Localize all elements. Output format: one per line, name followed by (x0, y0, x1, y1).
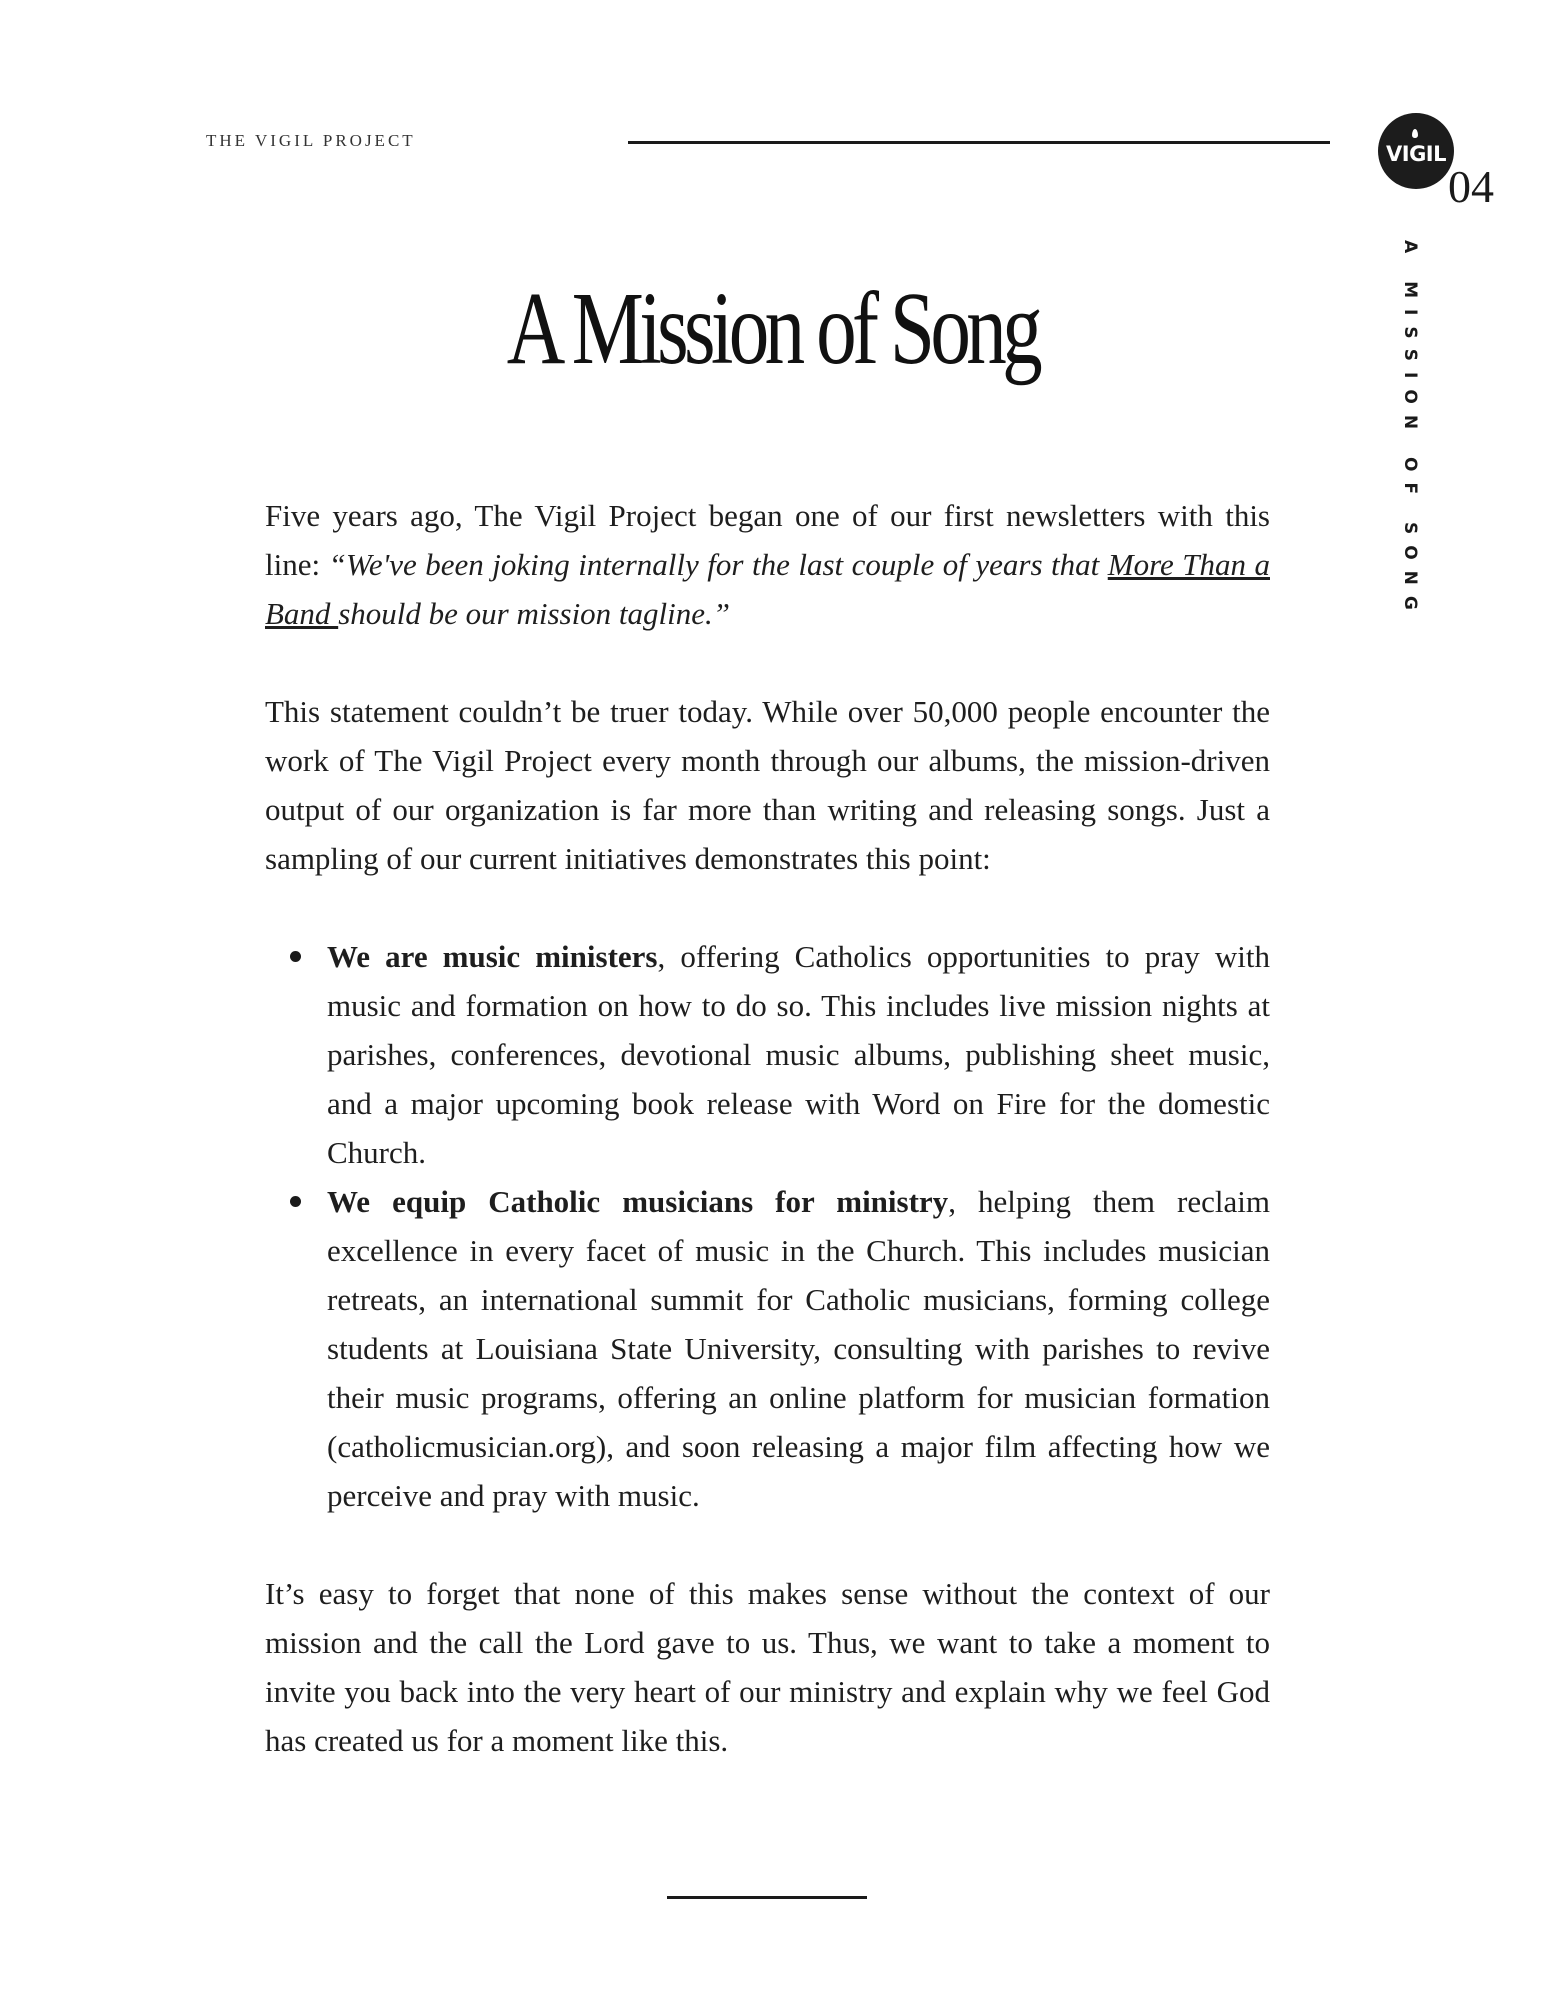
list-item (327, 1177, 1270, 1520)
more-than-a-band-link[interactable]: More Than a Band (265, 547, 1270, 631)
vigil-logo (1378, 113, 1454, 189)
bullet-icon (290, 951, 301, 962)
intro-text: Five years ago, The Vigil Project began one of our first newsletters with this line: (265, 498, 1270, 582)
initiatives-list (265, 932, 1270, 1520)
list-item-text: , offering Catholics opportunities to pray with music and formation on how to do so. This includes live mission nights at parishes, conferences, devotional music albums, publishing sheet music, and a major upcoming book release with Word on Fire for the domestic Church. (327, 939, 1270, 1170)
statement-paragraph: This statement couldn’t be truer today. While over 50,000 people encounter the work of The Vigil Project every month through our albums, the mission-driven output of our organization is far more than writing and releasing songs. Just a sampling of our current initiatives demonstrates this point: (265, 694, 1270, 876)
list-item-text: , helping them reclaim excellence in every facet of music in the Church. This includes musician retreats, an international summit for Catholic musicians, forming college students at Louisiana State University, consulting with parishes to revive their music programs, offering an online platform for musician formation (catholicmusician.org), and soon releasing a major film affecting how we perceive and pray with music. (327, 1184, 1270, 1513)
list-item-heading: We equip Catholic musicians for ministry (327, 1184, 949, 1219)
side-section-title: A MISSION OF SONG (1400, 240, 1420, 621)
closing-paragraph: It’s easy to forget that none of this makes sense without the context of our mission and the call the Lord gave to us. Thus, we want to take a moment to invite you back into the very heart of our ministry and explain why we feel God has created us for a moment like this. (265, 1576, 1270, 1758)
intro-paragraph (265, 491, 1270, 638)
flame-icon (1412, 129, 1418, 138)
header-label: THE VIGIL PROJECT (206, 131, 416, 150)
footer-divider (667, 1896, 867, 1899)
header-divider (628, 141, 1330, 144)
list-item-heading: We are music ministers (327, 939, 658, 974)
bullet-icon (290, 1196, 301, 1207)
article-body (265, 491, 1270, 1765)
page-title: A Mission of Song (506, 271, 1038, 386)
quote-start: “We've been joking internally for the last couple of years that (328, 547, 1108, 582)
page-number: 04 (1448, 161, 1494, 212)
logo-text: VIGIL (1386, 142, 1446, 166)
list-item (327, 932, 1270, 1177)
quote-end: should be our mission tagline.” (338, 596, 731, 631)
